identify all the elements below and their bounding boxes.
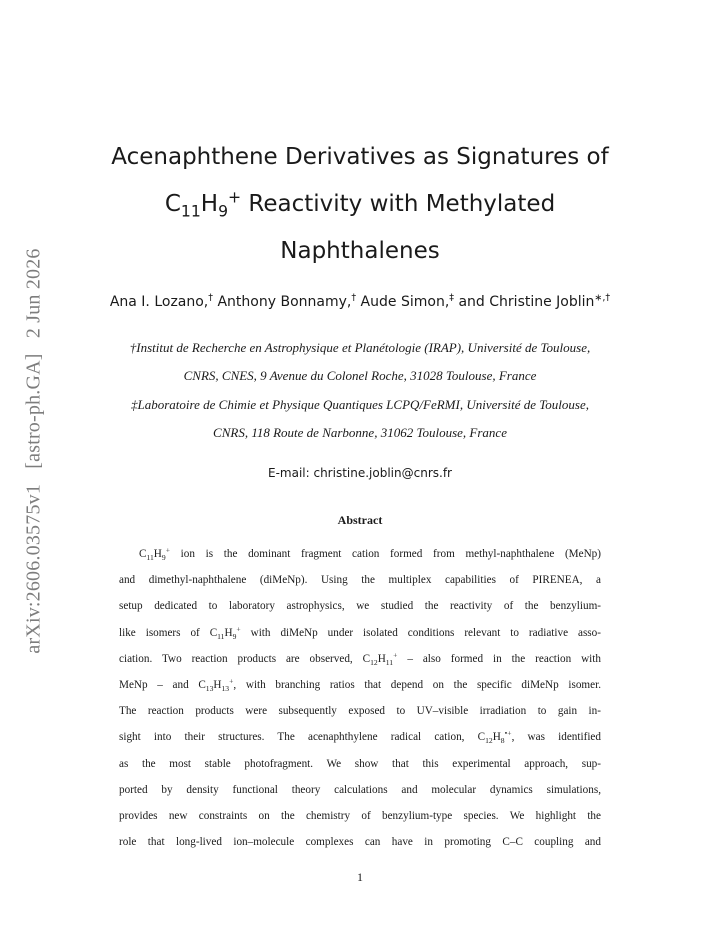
author-lozano: Ana I. Lozano,	[109, 294, 209, 310]
author-simon-mark: ‡	[449, 292, 455, 304]
formula-sub: 11	[217, 631, 225, 641]
formula-sub: 11	[146, 553, 154, 563]
affiliation-lcpq-line-2: CNRS, 118 Route de Narbonne, 31062 Toulouse, France	[213, 425, 507, 440]
arxiv-sidebar-stamp	[14, 236, 54, 666]
author-joblin: and Christine Joblin	[454, 294, 595, 310]
abstract-line: role that long-lived ion–molecule complexes can have in promoting C–C coupling and	[119, 836, 601, 849]
abstract-text: with diMeNp under isolated conditions relevant to radiative asso-	[240, 626, 601, 639]
page-number: 1	[357, 870, 363, 884]
title-line-1: Acenaphthene Derivatives as Signatures of	[111, 144, 609, 170]
affiliation-lcpq-line-1: ‡Laboratoire de Chimie et Physique Quantiques LCPQ/FeRMI, Université de Toulouse,	[131, 397, 589, 412]
abstract-text: , was identified	[511, 731, 601, 744]
abstract-line: ported by density functional theory calculations and molecular dynamics simulations,	[119, 783, 601, 796]
formula-part: H	[213, 679, 222, 692]
abstract-text: MeNp – and C	[119, 679, 206, 692]
formula-charge: +	[236, 623, 241, 633]
title-line-3: Naphthalenes	[280, 238, 440, 264]
arxiv-category: [astro-ph.GA]	[22, 353, 45, 469]
formula-charge: +	[229, 676, 234, 686]
affiliation-lcpq	[80, 391, 640, 447]
corresponding-email[interactable]: E-mail: christine.joblin@cnrs.fr	[268, 466, 452, 480]
affiliation-irap	[80, 334, 640, 390]
formula-part: H	[492, 731, 501, 744]
formula-part: H	[377, 652, 386, 665]
abstract-line	[119, 620, 601, 646]
formula-sub: 13	[221, 684, 230, 694]
abstract-line	[119, 724, 601, 750]
title-formula-h: H	[200, 191, 219, 217]
arxiv-date: 2 Jun 2026	[22, 248, 45, 339]
abstract-line	[119, 672, 601, 698]
formula-charge: •+	[504, 728, 512, 738]
title-formula-charge: +	[228, 187, 242, 207]
author-joblin-mark: ∗,†	[594, 292, 611, 304]
author-simon: Aude Simon,	[356, 294, 450, 310]
abstract-heading: Abstract	[337, 513, 383, 527]
abstract-line: and dimethyl-naphthalene (diMeNp). Using the multiplex capabilities of PIRENEA, a	[119, 574, 601, 587]
abstract-text: sight into their structures. The acenaphthylene radical cation, C	[119, 731, 486, 744]
paper-title	[60, 134, 660, 275]
title-formula-c: C	[164, 191, 181, 217]
abstract-line	[119, 541, 601, 567]
formula-part: C	[139, 548, 147, 560]
abstract-line: The reaction products were subsequently exposed to UV–visible irradiation to gain in-	[119, 705, 601, 718]
title-formula-sub-c: 11	[180, 201, 201, 221]
abstract-text: – also formed in the reaction with	[397, 652, 601, 665]
formula-sub: 11	[385, 658, 394, 668]
abstract-text: ion is the dominant fragment cation formed from methyl-naphthalene (MeNp)	[170, 548, 601, 560]
abstract-line: setup dedicated to laboratory astrophysics, we studied the reactivity of the benzylium-	[119, 600, 601, 613]
title-formula-sub-h: 9	[218, 201, 229, 221]
formula-sub: 12	[370, 658, 378, 668]
author-lozano-mark: †	[208, 292, 214, 304]
formula-charge: +	[165, 545, 170, 555]
abstract-line	[119, 646, 601, 672]
author-bonnamy: Anthony Bonnamy,	[213, 294, 352, 310]
formula-sub: 12	[485, 736, 493, 746]
arxiv-id: arXiv:2606.03575v1	[22, 483, 45, 654]
author-list	[60, 294, 660, 310]
abstract-text: , with branching ratios that depend on the specific diMeNp isomer.	[233, 679, 601, 692]
formula-sub: 9	[232, 631, 237, 641]
abstract-text: ciation. Two reaction products are observed, C	[119, 652, 371, 665]
title-line-2-text: Reactivity with Methylated	[241, 191, 556, 217]
formula-sub: 9	[161, 553, 166, 563]
author-bonnamy-mark: †	[351, 292, 357, 304]
affiliation-irap-line-2: CNRS, CNES, 9 Avenue du Colonel Roche, 31028 Toulouse, France	[183, 368, 537, 383]
arxiv-stamp-text	[23, 243, 46, 658]
formula-part: H	[153, 548, 162, 560]
formula-sub: 8	[500, 736, 505, 746]
abstract-line: as the most stable photofragment. We show that this experimental approach, sup-	[119, 757, 601, 770]
abstract-text: like isomers of C	[119, 626, 218, 639]
abstract-body	[119, 541, 601, 855]
title-line-2	[60, 181, 660, 228]
affiliation-irap-line-1: †Institut de Recherche en Astrophysique et Planétologie (IRAP), Université de Toulouse,	[129, 340, 591, 355]
formula-sub: 13	[205, 684, 214, 694]
formula-charge: +	[393, 650, 398, 660]
abstract-line: provides new constraints on the chemistry of benzylium-type species. We highlight the	[119, 810, 601, 823]
formula-part: H	[224, 626, 233, 639]
